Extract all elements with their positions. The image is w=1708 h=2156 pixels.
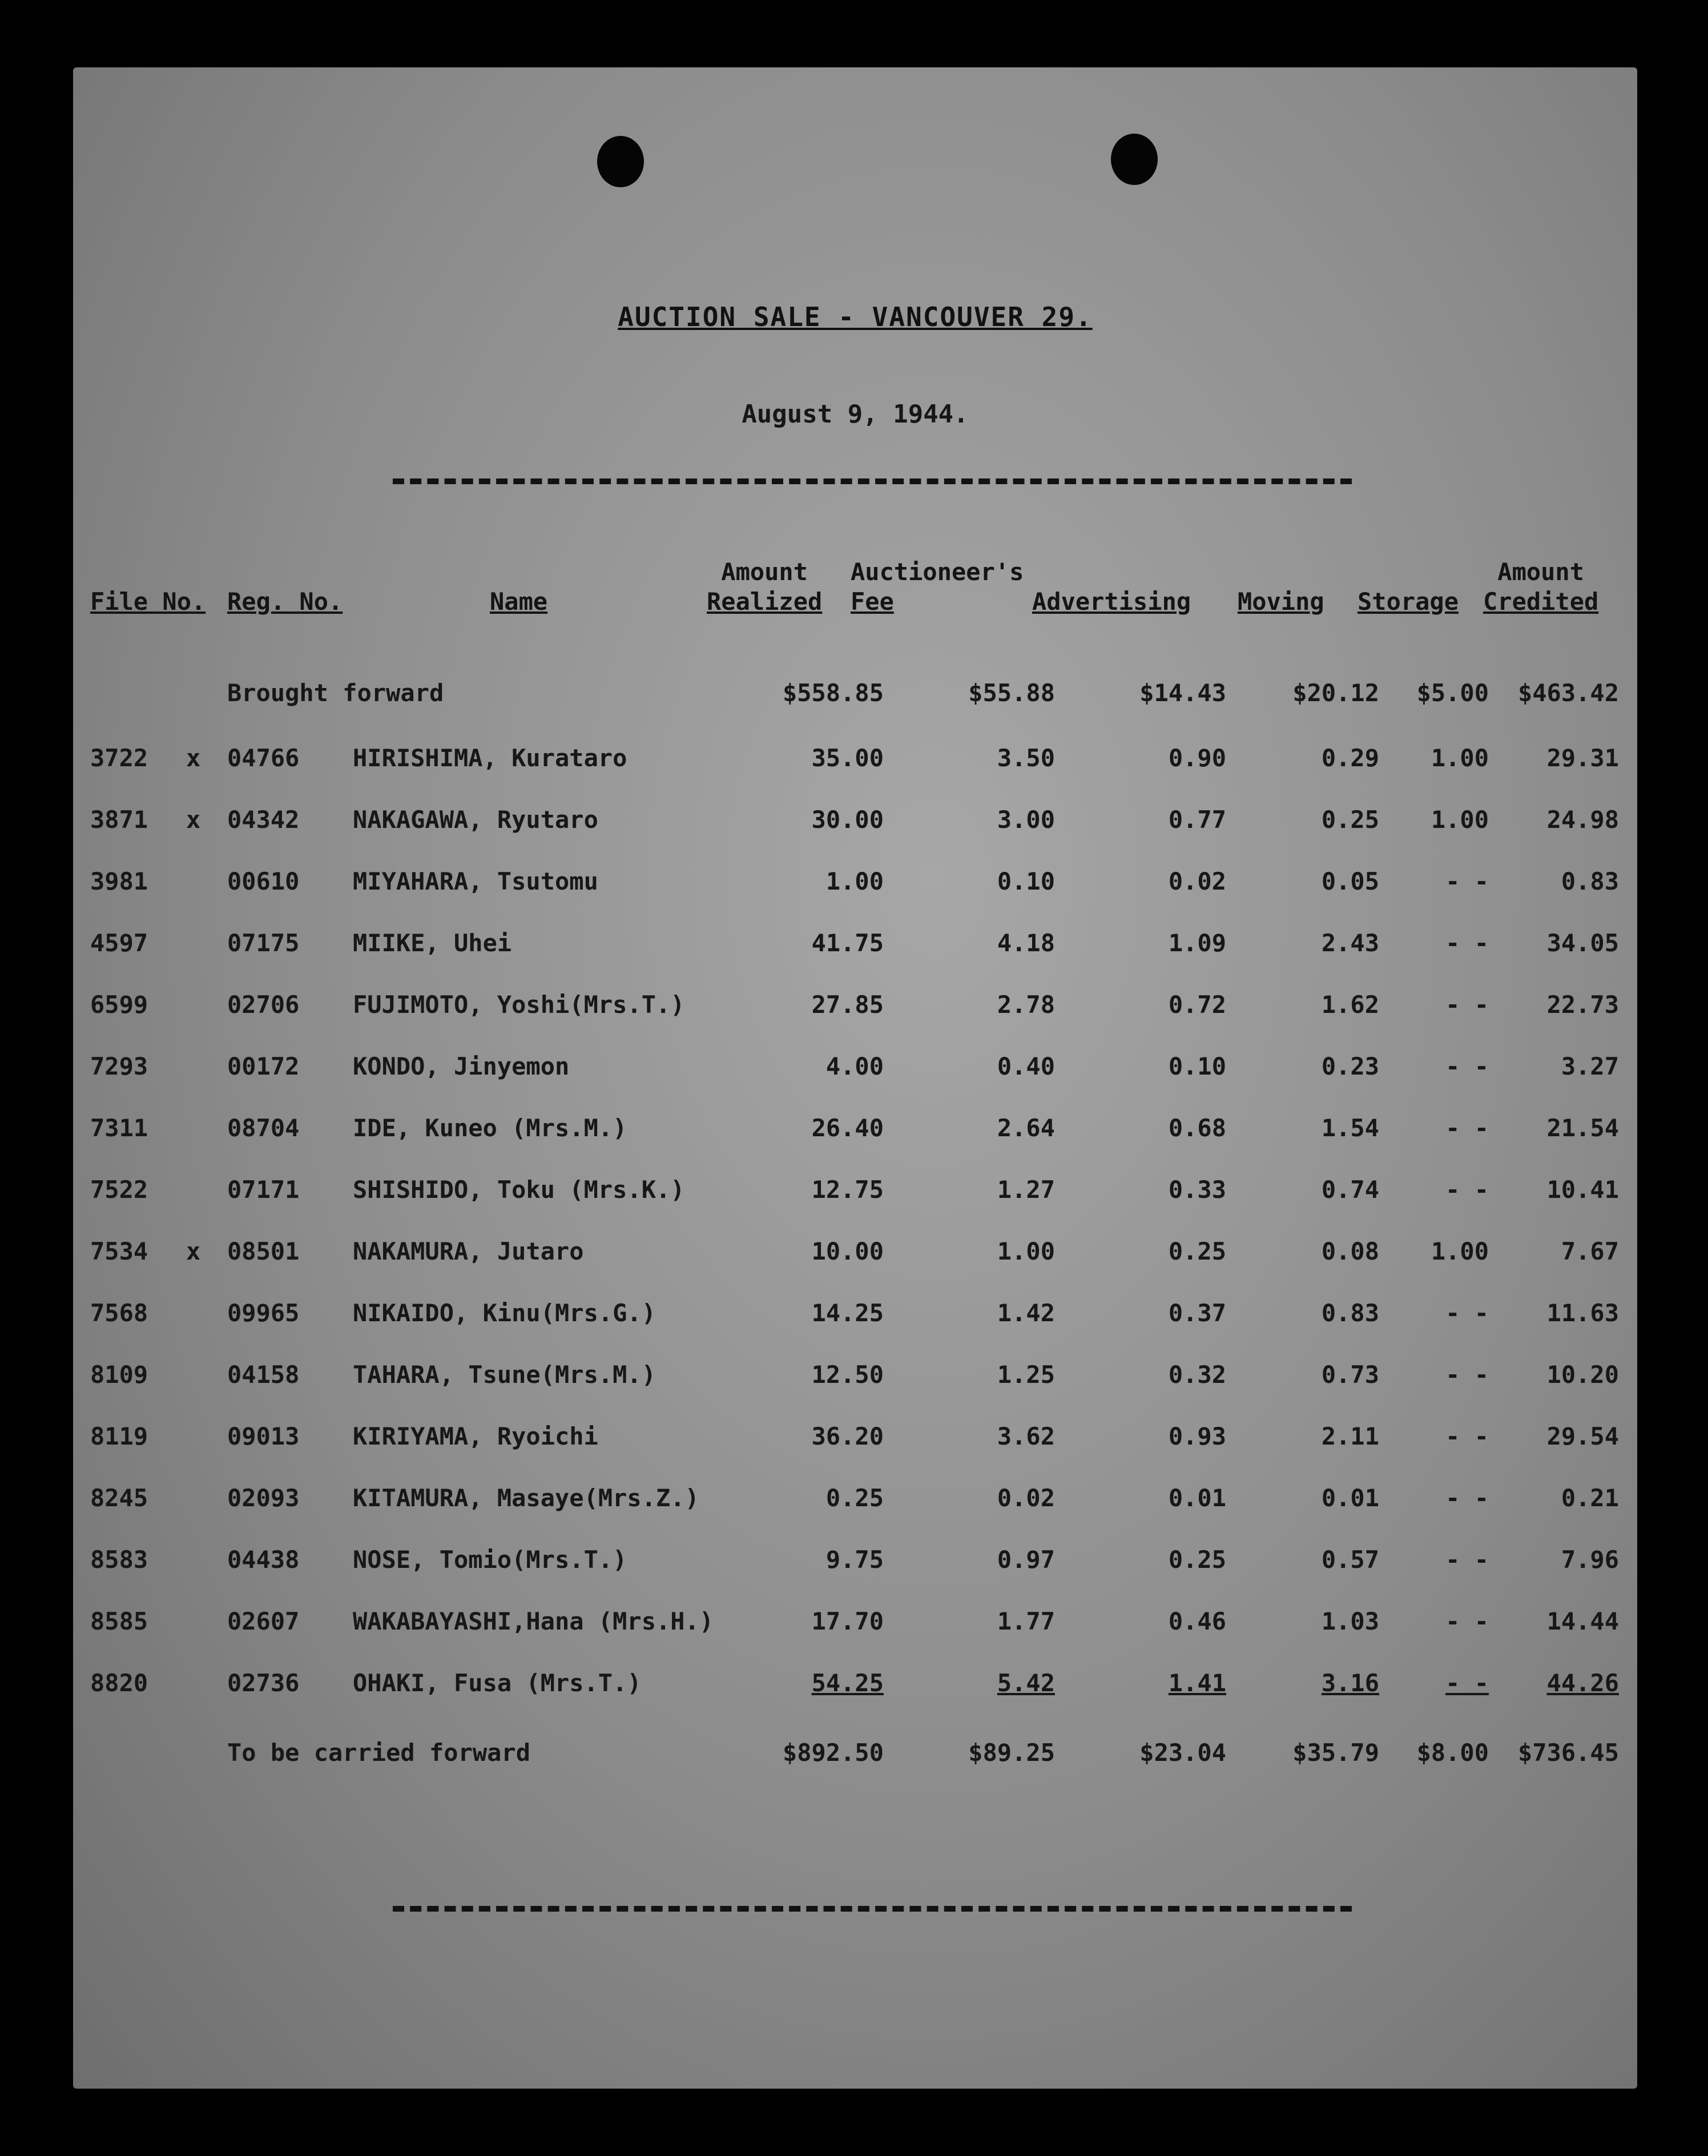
cell-moving: 0.57 — [1321, 1546, 1379, 1574]
cell-amount-credited: 7.96 — [1561, 1546, 1619, 1574]
cell-mark: x — [186, 806, 201, 834]
cell-moving: 0.83 — [1321, 1299, 1379, 1327]
cell-auctioneers-fee: 0.97 — [997, 1546, 1055, 1574]
cell-auctioneers-fee: 3.00 — [997, 806, 1055, 834]
cell-reg-no: 07171 — [227, 1176, 300, 1204]
cell-name: IDE, Kuneo (Mrs.M.) — [353, 1114, 627, 1142]
cell-storage: - - — [1445, 1484, 1489, 1512]
cell-advertising: 1.41 — [1168, 1669, 1226, 1697]
cell-advertising: 0.01 — [1168, 1484, 1226, 1512]
cell-amount-realized: 4.00 — [825, 1052, 884, 1080]
brought-forward-storage: $5.00 — [1416, 679, 1489, 707]
cell-amount-realized: 41.75 — [811, 929, 884, 957]
cell-amount-credited: 44.26 — [1546, 1669, 1619, 1697]
cell-storage: - - — [1445, 1546, 1489, 1574]
cell-file-no: 3871 — [90, 806, 148, 834]
cell-file-no: 3722 — [90, 744, 148, 772]
cell-storage: - - — [1445, 1422, 1489, 1450]
cell-amount-realized: 26.40 — [811, 1114, 884, 1142]
cell-file-no: 8109 — [90, 1361, 148, 1389]
cell-mark: x — [186, 744, 201, 772]
cell-name: MIYAHARA, Tsutomu — [353, 867, 598, 895]
cell-name: NAKAGAWA, Ryutaro — [353, 806, 598, 834]
cell-storage: 1.00 — [1431, 744, 1489, 772]
cell-moving: 1.62 — [1321, 991, 1379, 1019]
cell-storage: - - — [1445, 1114, 1489, 1142]
cell-auctioneers-fee: 1.42 — [997, 1299, 1055, 1327]
cell-name: MIIKE, Uhei — [353, 929, 512, 957]
cell-amount-realized: 0.25 — [825, 1484, 884, 1512]
cell-advertising: 0.77 — [1168, 806, 1226, 834]
brought-forward-credited: $463.42 — [1517, 679, 1619, 707]
table-row — [73, 926, 1637, 966]
cell-amount-credited: 10.20 — [1546, 1361, 1619, 1389]
header-reg-no: Reg. No. — [227, 588, 343, 616]
header-auctioneers-fee: Auctioneer's Fee — [851, 558, 1024, 616]
cell-advertising: 0.32 — [1168, 1361, 1226, 1389]
cell-auctioneers-fee: 3.50 — [997, 744, 1055, 772]
cell-file-no: 7311 — [90, 1114, 148, 1142]
header-amount-credited: Amount Credited — [1483, 558, 1599, 616]
cell-amount-realized: 17.70 — [811, 1607, 884, 1635]
cell-auctioneers-fee: 0.10 — [997, 867, 1055, 895]
carried-forward-credited: $736.45 — [1517, 1739, 1619, 1767]
document-page — [73, 67, 1637, 2089]
cell-amount-credited: 11.63 — [1546, 1299, 1619, 1327]
cell-amount-credited: 29.54 — [1546, 1422, 1619, 1450]
table-row — [73, 988, 1637, 1028]
cell-storage: - - — [1445, 1607, 1489, 1635]
cell-name: OHAKI, Fusa (Mrs.T.) — [353, 1669, 642, 1697]
cell-reg-no: 04766 — [227, 744, 300, 772]
cell-amount-realized: 12.75 — [811, 1176, 884, 1204]
cell-file-no: 8583 — [90, 1546, 148, 1574]
table-row — [73, 1111, 1637, 1151]
cell-moving: 0.73 — [1321, 1361, 1379, 1389]
cell-file-no: 8119 — [90, 1422, 148, 1450]
cell-advertising: 1.09 — [1168, 929, 1226, 957]
cell-reg-no: 02706 — [227, 991, 300, 1019]
header-advertising: Advertising — [1032, 588, 1191, 616]
cell-name: SHISHIDO, Toku (Mrs.K.) — [353, 1176, 685, 1204]
cell-reg-no: 08704 — [227, 1114, 300, 1142]
cell-file-no: 3981 — [90, 867, 148, 895]
cell-name: KONDO, Jinyemon — [353, 1052, 570, 1080]
cell-moving: 2.43 — [1321, 929, 1379, 957]
cell-advertising: 0.46 — [1168, 1607, 1226, 1635]
cell-moving: 0.74 — [1321, 1176, 1379, 1204]
cell-auctioneers-fee: 4.18 — [997, 929, 1055, 957]
cell-name: NOSE, Tomio(Mrs.T.) — [353, 1546, 627, 1574]
table-row — [73, 1296, 1637, 1336]
divider-top — [393, 478, 1352, 484]
cell-moving: 0.08 — [1321, 1237, 1379, 1265]
cell-storage: - - — [1445, 929, 1489, 957]
cell-advertising: 0.25 — [1168, 1237, 1226, 1265]
table-row — [73, 1666, 1637, 1706]
cell-name: FUJIMOTO, Yoshi(Mrs.T.) — [353, 991, 685, 1019]
cell-auctioneers-fee: 1.25 — [997, 1361, 1055, 1389]
cell-amount-credited: 29.31 — [1546, 744, 1619, 772]
cell-storage: - - — [1445, 867, 1489, 895]
cell-auctioneers-fee: 5.42 — [997, 1669, 1055, 1697]
cell-advertising: 0.02 — [1168, 867, 1226, 895]
cell-advertising: 0.25 — [1168, 1546, 1226, 1574]
cell-auctioneers-fee: 2.64 — [997, 1114, 1055, 1142]
cell-amount-credited: 0.83 — [1561, 867, 1619, 895]
cell-auctioneers-fee: 1.00 — [997, 1237, 1055, 1265]
cell-reg-no: 09965 — [227, 1299, 300, 1327]
cell-storage: - - — [1445, 1176, 1489, 1204]
cell-advertising: 0.10 — [1168, 1052, 1226, 1080]
cell-amount-credited: 0.21 — [1561, 1484, 1619, 1512]
cell-file-no: 7534 — [90, 1237, 148, 1265]
carried-forward-storage: $8.00 — [1416, 1739, 1489, 1767]
cell-amount-realized: 35.00 — [811, 744, 884, 772]
cell-moving: 0.23 — [1321, 1052, 1379, 1080]
cell-advertising: 0.93 — [1168, 1422, 1226, 1450]
cell-advertising: 0.33 — [1168, 1176, 1226, 1204]
cell-reg-no: 02093 — [227, 1484, 300, 1512]
cell-amount-credited: 3.27 — [1561, 1052, 1619, 1080]
header-moving: Moving — [1238, 588, 1324, 616]
cell-moving: 0.29 — [1321, 744, 1379, 772]
cell-amount-realized: 30.00 — [811, 806, 884, 834]
brought-forward-fee: $55.88 — [968, 679, 1055, 707]
cell-file-no: 6599 — [90, 991, 148, 1019]
carried-forward-moving: $35.79 — [1292, 1739, 1379, 1767]
cell-amount-credited: 34.05 — [1546, 929, 1619, 957]
header-amount-realized: Amount Realized — [707, 558, 823, 616]
table-row — [73, 1419, 1637, 1459]
cell-reg-no: 08501 — [227, 1237, 300, 1265]
cell-reg-no: 04158 — [227, 1361, 300, 1389]
table-row — [73, 1173, 1637, 1213]
table-row — [73, 1543, 1637, 1583]
cell-moving: 3.16 — [1321, 1669, 1379, 1697]
cell-name: WAKABAYASHI,Hana (Mrs.H.) — [353, 1607, 714, 1635]
cell-storage: - - — [1445, 991, 1489, 1019]
cell-reg-no: 07175 — [227, 929, 300, 957]
cell-advertising: 0.90 — [1168, 744, 1226, 772]
cell-file-no: 8585 — [90, 1607, 148, 1635]
cell-name: KITAMURA, Masaye(Mrs.Z.) — [353, 1484, 699, 1512]
cell-moving: 2.11 — [1321, 1422, 1379, 1450]
cell-advertising: 0.68 — [1168, 1114, 1226, 1142]
cell-moving: 0.25 — [1321, 806, 1379, 834]
cell-advertising: 0.37 — [1168, 1299, 1226, 1327]
cell-file-no: 4597 — [90, 929, 148, 957]
cell-reg-no: 09013 — [227, 1422, 300, 1450]
table-row — [73, 1049, 1637, 1089]
header-name: Name — [490, 588, 548, 616]
cell-reg-no: 04438 — [227, 1546, 300, 1574]
cell-amount-credited: 24.98 — [1546, 806, 1619, 834]
table-row — [73, 741, 1637, 781]
table-row — [73, 1358, 1637, 1398]
cell-moving: 0.01 — [1321, 1484, 1379, 1512]
document-title: AUCTION SALE - VANCOUVER 29. — [618, 301, 1093, 332]
cell-storage: - - — [1445, 1669, 1489, 1697]
carried-forward-fee: $89.25 — [968, 1739, 1055, 1767]
cell-storage: - - — [1445, 1299, 1489, 1327]
cell-file-no: 8245 — [90, 1484, 148, 1512]
cell-amount-realized: 36.20 — [811, 1422, 884, 1450]
cell-storage: 1.00 — [1431, 1237, 1489, 1265]
carried-forward-realized: $892.50 — [782, 1739, 884, 1767]
cell-reg-no: 02736 — [227, 1669, 300, 1697]
cell-amount-realized: 14.25 — [811, 1299, 884, 1327]
cell-amount-realized: 1.00 — [825, 867, 884, 895]
cell-auctioneers-fee: 2.78 — [997, 991, 1055, 1019]
cell-name: KIRIYAMA, Ryoichi — [353, 1422, 598, 1450]
carried-forward-advertising: $23.04 — [1139, 1739, 1226, 1767]
header-file-no: File No. — [90, 588, 206, 616]
brought-forward-advertising: $14.43 — [1139, 679, 1226, 707]
header-storage: Storage — [1357, 588, 1459, 616]
cell-reg-no: 04342 — [227, 806, 300, 834]
punch-hole — [1111, 134, 1158, 185]
cell-storage: - - — [1445, 1361, 1489, 1389]
cell-name: TAHARA, Tsune(Mrs.M.) — [353, 1361, 656, 1389]
cell-file-no: 7568 — [90, 1299, 148, 1327]
brought-forward-moving: $20.12 — [1292, 679, 1379, 707]
cell-amount-credited: 10.41 — [1546, 1176, 1619, 1204]
cell-file-no: 7293 — [90, 1052, 148, 1080]
cell-reg-no: 02607 — [227, 1607, 300, 1635]
cell-moving: 1.03 — [1321, 1607, 1379, 1635]
cell-auctioneers-fee: 0.40 — [997, 1052, 1055, 1080]
cell-moving: 0.05 — [1321, 867, 1379, 895]
table-row — [73, 864, 1637, 904]
carried-forward-label: To be carried forward — [227, 1739, 531, 1767]
cell-amount-credited: 14.44 — [1546, 1607, 1619, 1635]
cell-moving: 1.54 — [1321, 1114, 1379, 1142]
cell-auctioneers-fee: 0.02 — [997, 1484, 1055, 1512]
punch-hole — [597, 136, 644, 187]
cell-name: HIRISHIMA, Kurataro — [353, 744, 627, 772]
cell-storage: 1.00 — [1431, 806, 1489, 834]
brought-forward-row — [73, 676, 1637, 716]
cell-amount-realized: 27.85 — [811, 991, 884, 1019]
cell-advertising: 0.72 — [1168, 991, 1226, 1019]
cell-reg-no: 00172 — [227, 1052, 300, 1080]
cell-amount-realized: 54.25 — [811, 1669, 884, 1697]
cell-auctioneers-fee: 1.77 — [997, 1607, 1055, 1635]
carried-forward-row — [73, 1736, 1637, 1776]
table-row — [73, 803, 1637, 843]
cell-auctioneers-fee: 1.27 — [997, 1176, 1055, 1204]
cell-amount-credited: 7.67 — [1561, 1237, 1619, 1265]
table-row — [73, 1234, 1637, 1274]
table-row — [73, 1604, 1637, 1644]
cell-amount-credited: 22.73 — [1546, 991, 1619, 1019]
cell-storage: - - — [1445, 1052, 1489, 1080]
cell-reg-no: 00610 — [227, 867, 300, 895]
brought-forward-label: Brought forward — [227, 679, 444, 707]
cell-mark: x — [186, 1237, 201, 1265]
cell-amount-credited: 21.54 — [1546, 1114, 1619, 1142]
cell-file-no: 8820 — [90, 1669, 148, 1697]
cell-amount-realized: 10.00 — [811, 1237, 884, 1265]
divider-bottom — [393, 1906, 1352, 1912]
cell-name: NIKAIDO, Kinu(Mrs.G.) — [353, 1299, 656, 1327]
cell-amount-realized: 12.50 — [811, 1361, 884, 1389]
cell-auctioneers-fee: 3.62 — [997, 1422, 1055, 1450]
cell-amount-realized: 9.75 — [825, 1546, 884, 1574]
cell-file-no: 7522 — [90, 1176, 148, 1204]
cell-name: NAKAMURA, Jutaro — [353, 1237, 584, 1265]
table-row — [73, 1481, 1637, 1521]
brought-forward-realized: $558.85 — [782, 679, 884, 707]
document-date: August 9, 1944. — [742, 400, 969, 429]
